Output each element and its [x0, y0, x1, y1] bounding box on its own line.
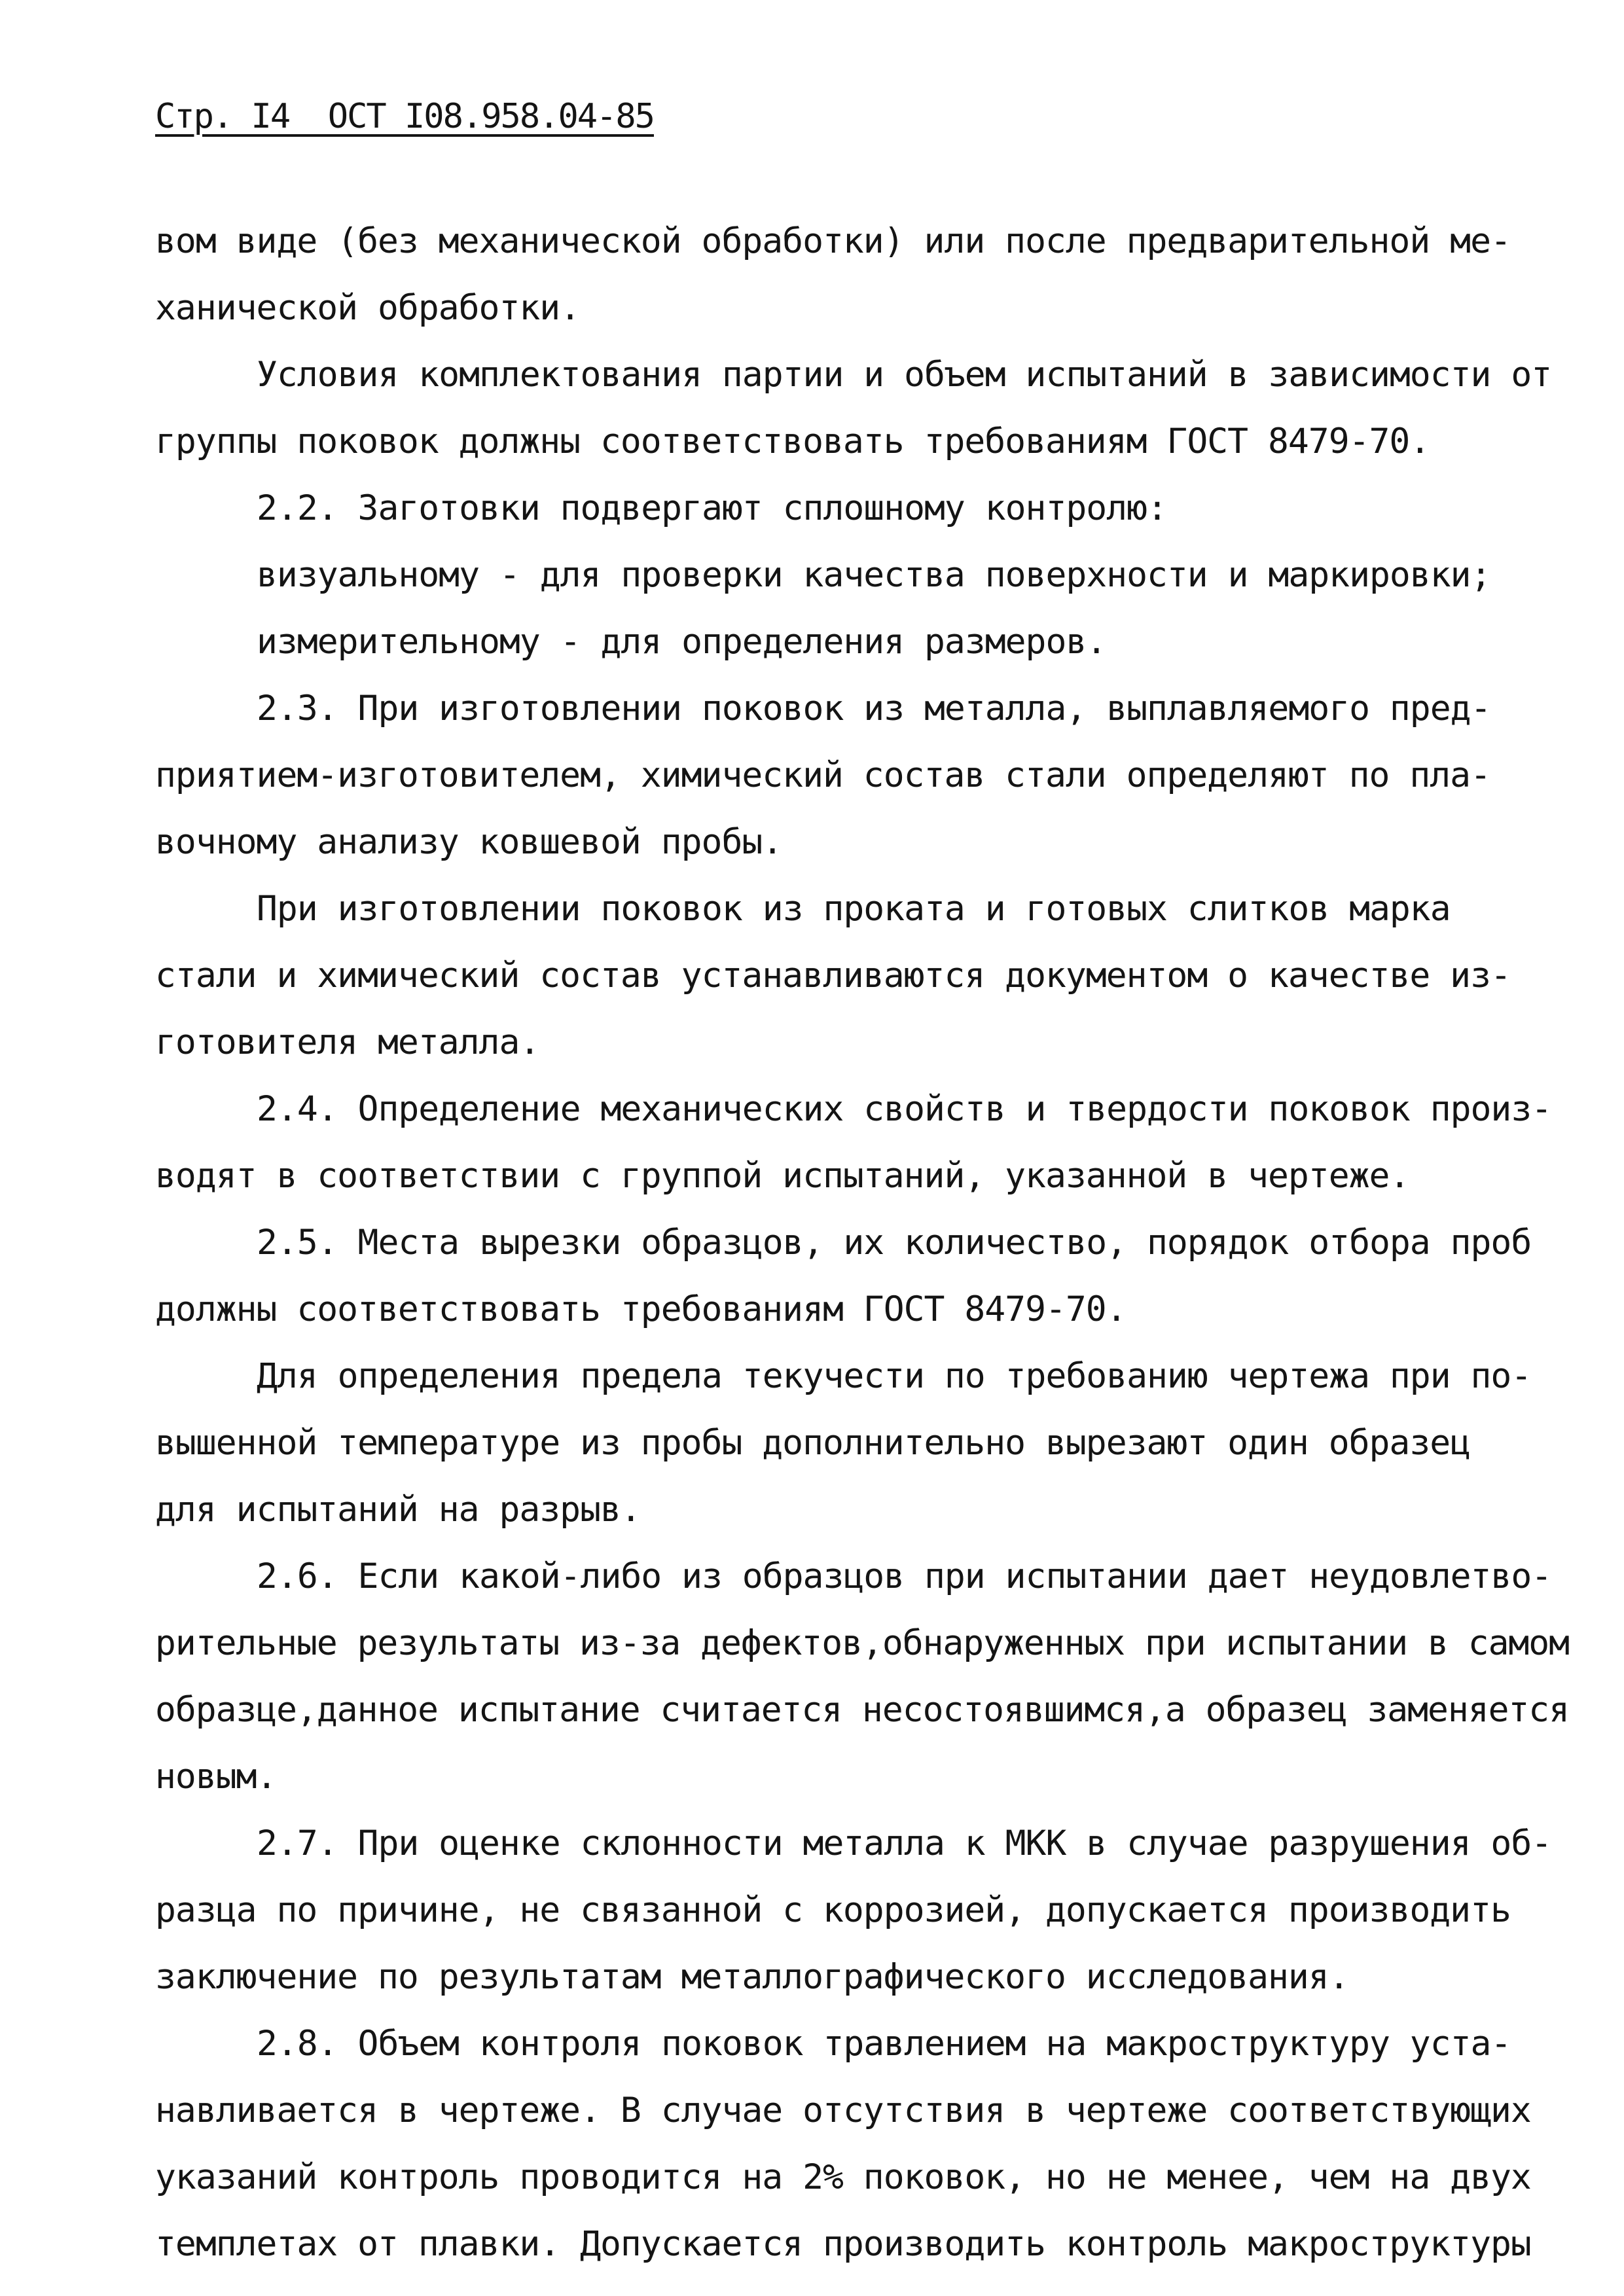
text-line: измерительному - для определения размеров. [257, 622, 1107, 662]
text-line: 2.8. Объем контроля поковок травлением на макроструктуру уста- [257, 2024, 1511, 2064]
text-line: вом виде (без механической обработки) или после предварительной ме- [155, 221, 1511, 261]
text-line: приятием-изготовителем, химический состав стали определяют по пла- [155, 755, 1490, 795]
document-body [155, 208, 1569, 2278]
text-line: должны соответствовать требованиям ГОСТ 8479-70. [155, 1289, 1127, 1329]
text-line: Условия комплектования партии и объем испытаний в зависимости от [257, 355, 1552, 395]
text-line: Для определения предела текучести по требованию чертежа при по- [257, 1356, 1532, 1396]
text-line: разца по причине, не связанной с коррозией, допускается производить [155, 1890, 1511, 1930]
text-line: визуальному - для проверки качества поверхности и маркировки; [257, 555, 1491, 595]
text-line: 2.5. Места вырезки образцов, их количество, порядок отбора проб [257, 1223, 1532, 1263]
text-line: 2.3. При изготовлении поковок из металла, выплавляемого пред- [257, 689, 1491, 728]
text-line: готовителя металла. [155, 1022, 540, 1062]
text-line: вышенной температуре из пробы дополнительно вырезают один образец [155, 1423, 1471, 1463]
text-line: 2.2. Заготовки подвергают сплошному контролю: [257, 488, 1167, 528]
text-line: образце,данное испытание считается несостоявшимся,а образец заменяется [155, 1690, 1569, 1730]
text-line: рительные результаты из-за дефектов,обнаруженных при испытании в самом [155, 1623, 1569, 1663]
text-line: вочному анализу ковшевой пробы. [155, 822, 783, 862]
page-header: Стр. I4 ОСТ I08.958.04-85 [155, 97, 654, 136]
text-line: 2.7. При оценке склонности металла к МКК в случае разрушения об- [257, 1823, 1552, 1863]
text-line: ханической обработки. [155, 288, 581, 328]
text-line: темплетах от плавки. Допускается производить контроль макроструктуры [155, 2224, 1531, 2264]
text-line: указаний контроль проводится на 2% поковок, но не менее, чем на двух [155, 2157, 1531, 2197]
text-line: группы поковок должны соответствовать требованиям ГОСТ 8479-70. [155, 422, 1430, 461]
text-line: При изготовлении поковок из проката и готовых слитков марка [257, 889, 1451, 929]
text-line: стали и химический состав устанавливаются документом о качестве из- [155, 956, 1511, 996]
text-line: 2.6. Если какой-либо из образцов при испытании дает неудовлетво- [257, 1556, 1552, 1596]
text-line: новым. [155, 1757, 277, 1797]
text-line: заключение по результатам металлографического исследования. [155, 1957, 1349, 1997]
text-line: 2.4. Определение механических свойств и твердости поковок произ- [257, 1089, 1552, 1129]
text-line: водят в соответствии с группой испытаний, указанной в чертеже. [155, 1156, 1410, 1196]
text-line: для испытаний на разрыв. [155, 1490, 641, 1530]
text-line: навливается в чертеже. В случае отсутствия в чертеже соответствующих [155, 2090, 1531, 2130]
